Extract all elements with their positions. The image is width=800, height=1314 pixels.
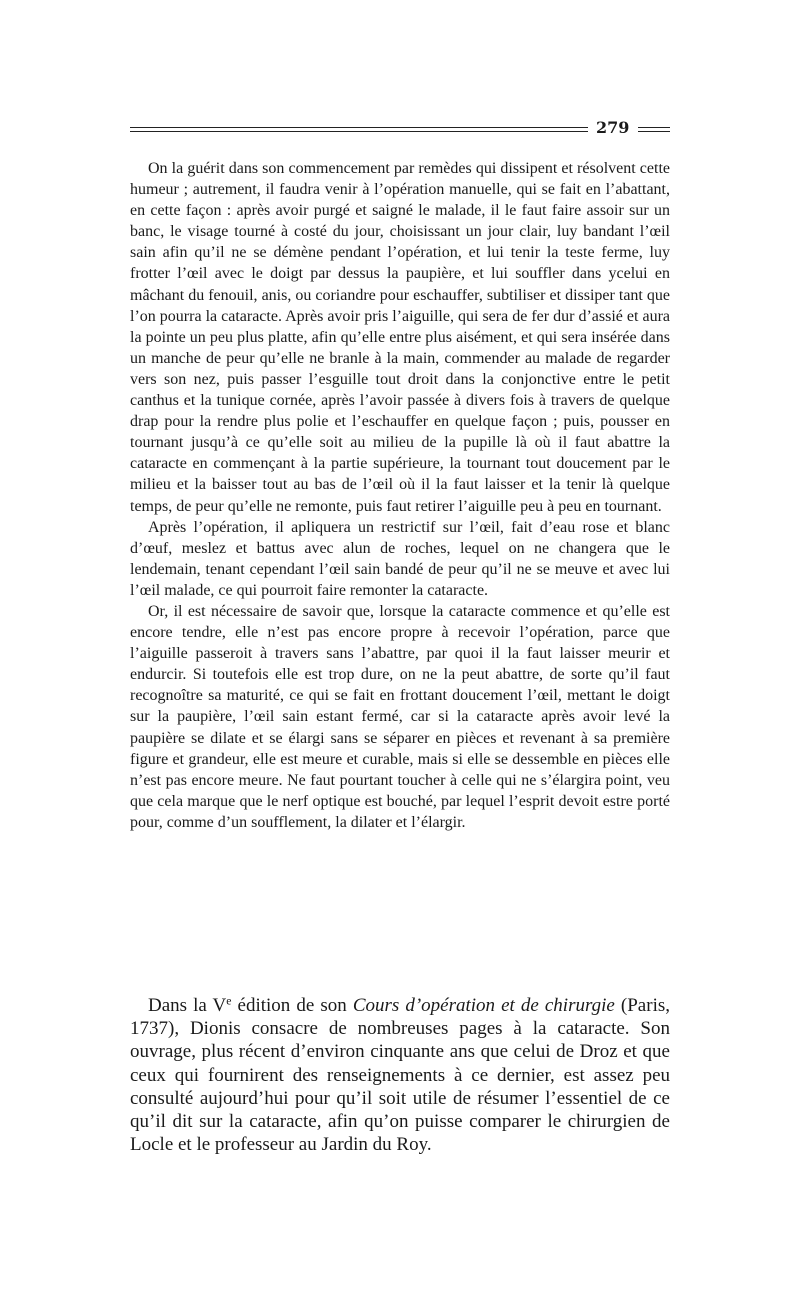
commentary-text: Dans la V bbox=[148, 995, 227, 1016]
header-rule-right-second bbox=[638, 131, 670, 132]
commentary-paragraph bbox=[130, 994, 670, 1156]
header-rule-left bbox=[130, 127, 588, 128]
quote-paragraph: Or, il est nécessaire de savoir que, lorsque la cataracte commence et qu’elle est encore tendre, elle n’est pas encore propre à recevoir l’opération, parce que l’aiguille passeroit à travers sans l’abattre, par quoi il la faut laisser meurir et endurcir. Si toutefois elle est trop dure, on ne la peut abattre, de sorte qu’il faut recognoître sa maturité, ce qui se fait en frottant doucement l’œil, mettant le doigt sur la paupière, l’œil sain estant fermé, car si la cataracte après avoir levé la paupière se dilate et se élargi sans se séparer en pièces et revenant à sa première figure et grandeur, elle est meure et curable, mais si elle se dessemble en pièces elle n’est pas encore meure. Ne faut pourtant toucher à celle qui ne s’élargira point, veu que cela marque que le nerf optique est bouché, par lequel l’esprit devoit estre porté pour, comme d’un soufflement, la dilater et l’élargir. bbox=[130, 602, 670, 831]
quote-paragraph: Après l’opération, il apliquera un restrictif sur l’œil, fait d’eau rose et blanc d’œuf, meslez et battus avec alun de roches, lequel on ne changera que le lendemain, tenant cependant l’œil sain bandé de peur qu’il ne se meuve et avec lui l’œil malade, ce qui pourroit faire remonter la cataracte. bbox=[130, 518, 670, 599]
running-header bbox=[130, 120, 670, 140]
commentary-text: édition de son bbox=[231, 995, 353, 1016]
page-number: 279 bbox=[596, 118, 630, 137]
quoted-passage bbox=[130, 158, 670, 833]
header-rule-right bbox=[638, 127, 670, 128]
work-title: Cours d’opération et de chirurgie bbox=[352, 995, 615, 1016]
quote-paragraph: On la guérit dans son commencement par remèdes qui dissipent et résolvent cette humeur ; autrement, il faudra venir à l’opération manuelle, qui se fait en l’abattant, en cette façon : après avoir purgé et saigné le malade, il le faut faire assoir sur un banc, le visage tourné à costé du jour, choisissant un jour clair, luy bandant l’œil sain afin qu’il ne se démène pendant l’opération, et lui tenir la teste ferme, luy frotter l’œil avec le doigt par dessus la paupière, et lui souffler dans ycelui en mâchant du fenouil, anis, ou coriandre pour eschauffer, subtiliser et dissiper tant que l’on pourra la cataracte. Après avoir pris l’aiguille, qui sera de fer dur d’assié et aura la pointe un peu plus platte, afin qu’elle entre plus aisément, et qui sera insérée dans un manche de peur qu’elle ne branle à la main, commender au malade de regarder vers son nez, puis passer l’esguille tout droit dans la conjonctive entre le petit canthus et la tunique cornée, après l’avoir passée à divers fois à travers de quelque drap pour la rendre plus polie et l’eschauffer en quelque façon ; puis, pousser en tournant jusqu’à ce qu’elle soit au milieu de la pupille là où il faut abattre la cataracte en commençant à la partie supérieure, la tournant tout doucement par le milieu et la baisser tout au bas de l’œil où il la faut laisser et la tenir là quelque temps, de peur qu’elle ne remonte, puis faut retirer l’aiguille peu à peu en tournant. bbox=[130, 160, 670, 515]
commentary-passage bbox=[130, 994, 670, 1156]
header-rule-left-second bbox=[130, 131, 588, 132]
edition-superscript: e bbox=[226, 994, 232, 1008]
commentary-text: (Paris, 1737), Dionis consacre de nombreuses pages à la cataracte. Son ouvrage, plus récent d’environ cinquante ans que celui de Droz et que ceux qui fournirent des renseignements à ce dernier, est assez peu consulté aujourd’hui pour qu’il soit utile de résumer l’essentiel de ce qu’il dit sur la cataracte, afin qu’on puisse comparer le chirurgien de Locle et le professeur au Jardin du Roy. bbox=[130, 995, 670, 1156]
